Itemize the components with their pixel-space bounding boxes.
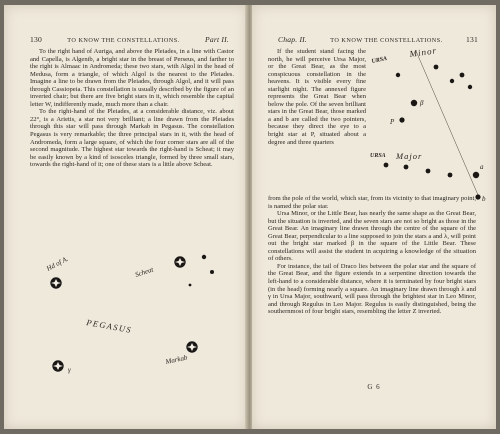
right-column-text — [268, 48, 366, 146]
label-ursa-major-1: URSA — [370, 153, 386, 159]
label-polar-star: P — [390, 118, 395, 126]
star-ursa-minor — [434, 65, 439, 70]
right-paragraph-2: Ursa Minor, or the Little Bear, has nearly the same shape as the Great Bear, but the situation is inverted, and the seven stars are not so bright as those in the Great Bear. An imaginary line drawn through the centre of the square of the Great Bear, perpendicular to a line supposed to join the stars a and λ, will point out the bright star marked β in the square of the Little Bear. These constellations will assist the student in acquiring a knowledge of the situation of others. — [268, 210, 476, 263]
right-full-text — [268, 195, 476, 316]
star-ursa-minor — [468, 85, 472, 89]
label-beta: β — [420, 99, 424, 107]
ursa-star-chart — [366, 45, 490, 203]
star-ursa-minor — [450, 79, 454, 83]
star-polar — [399, 117, 404, 122]
right-column-paragraph: If the student stand facing the north, he will perceive Ursa Major, or the Great Bear, as the most conspicuous constellation in the heavens. It is visible every fine starlight night. The annexed figure represents the Great Bear when below the pole. Of the seven brilliant stars in the Great Bear, those marked a and b are called the two pointers, because they direct the eye to a bright star at P, situated about a degree and three quarters — [268, 48, 366, 146]
left-running-title: TO KNOW THE CONSTELLATIONS. — [67, 37, 180, 44]
label-pegasus: PEGASUS — [85, 317, 133, 335]
star-ursa-minor — [460, 73, 465, 78]
label-b: b — [482, 195, 486, 203]
star-ursa-major — [426, 169, 431, 174]
label-ursa-minor-2: Minor — [408, 45, 438, 59]
signature-mark: G 6 — [367, 383, 381, 391]
label-ursa-minor-1: URSA — [371, 55, 388, 65]
right-paragraph-3: For instance, the tail of Draco lies between the polar star and the square of the Great Bear, and the figure extends in a serpentine direction towards the left-hand to a considerable distance, where it is terminated by four bright stars (in the head) forming nearly a square. An imaginary line drawn through λ and γ in Ursa Major, southward, will pass through the brightest star in Leo Minor, and through Regulus in Leo Major. Regulus is easily distinguished, being the southernmost of four bright stars, resembling the letter Z inverted. — [268, 262, 476, 316]
right-chapter-label: Chap. II. — [278, 35, 308, 44]
right-page-number: 131 — [465, 35, 478, 44]
right-page — [252, 5, 496, 429]
left-body-text — [30, 48, 234, 169]
star-beta — [411, 100, 417, 106]
label-ursa-major-2: Major — [396, 151, 423, 161]
left-page — [4, 5, 247, 429]
pegasus-star-chart — [28, 237, 228, 409]
small-star — [189, 284, 192, 287]
left-page-number: 130 — [30, 35, 42, 44]
right-running-title: TO KNOW THE CONSTELLATIONS. — [330, 37, 443, 44]
small-star — [202, 255, 206, 259]
right-paragraph-1: from the pole of the world, which star, from its vicinity to that imaginary point, is named the polar star. — [268, 195, 476, 210]
label-scheat: Scheat — [134, 265, 155, 279]
left-running-head — [30, 35, 229, 44]
right-running-head — [278, 35, 478, 44]
small-star — [210, 270, 214, 274]
label-markab: Markab — [164, 353, 189, 366]
label-gamma: γ — [68, 366, 71, 374]
label-head-of-andromeda: Hd of A. — [45, 254, 70, 273]
star-a — [473, 172, 479, 178]
star-ursa-major — [404, 165, 409, 170]
left-paragraph-1: To the right hand of Auriga, and above the Pleiades, in a line with Castor and Capella, is Algenib, a bright star in the breast of Perseus, and farther to the right is Almaac in Andromeda; these two stars, with Algol in the head of Medusa, form a triangle, of which Algol is the nearest to the Pleiades. Imagine a line to be drawn from the Pleiades, through Algol, and it will pass through Cassiopeia. This constellation is usually described by the figure of an inverted chair; but there are five bright stars in it, which resemble the capital letter W, indifferently made, much more than a chair. — [30, 48, 234, 108]
label-a: a — [480, 163, 484, 171]
star-ursa-major — [448, 173, 453, 178]
left-part-label: Part II. — [205, 35, 229, 44]
star-ursa-major — [384, 163, 389, 168]
left-paragraph-2: To the right-hand of the Pleiades, at a considerable distance, viz. about 22°, is a Arietis, a star not very brilliant; a line drawn from the Pleiades through this star will pass through Markab in Pegasus. The constellation Pegasus is very remarkable; the three principal stars in it, with the head of Andromeda, form a large square, of which the four corner stars are all of the second magnitude. The highest star towards the right-hand is Scheat; it may be easily known by a kind of isosceles triangle, formed by three small stars, towards the right-hand of it; one of these stars is a little above Scheat. — [30, 108, 234, 169]
star-b — [475, 194, 480, 199]
star-ursa-minor — [396, 73, 400, 77]
pointer-line — [416, 51, 478, 195]
